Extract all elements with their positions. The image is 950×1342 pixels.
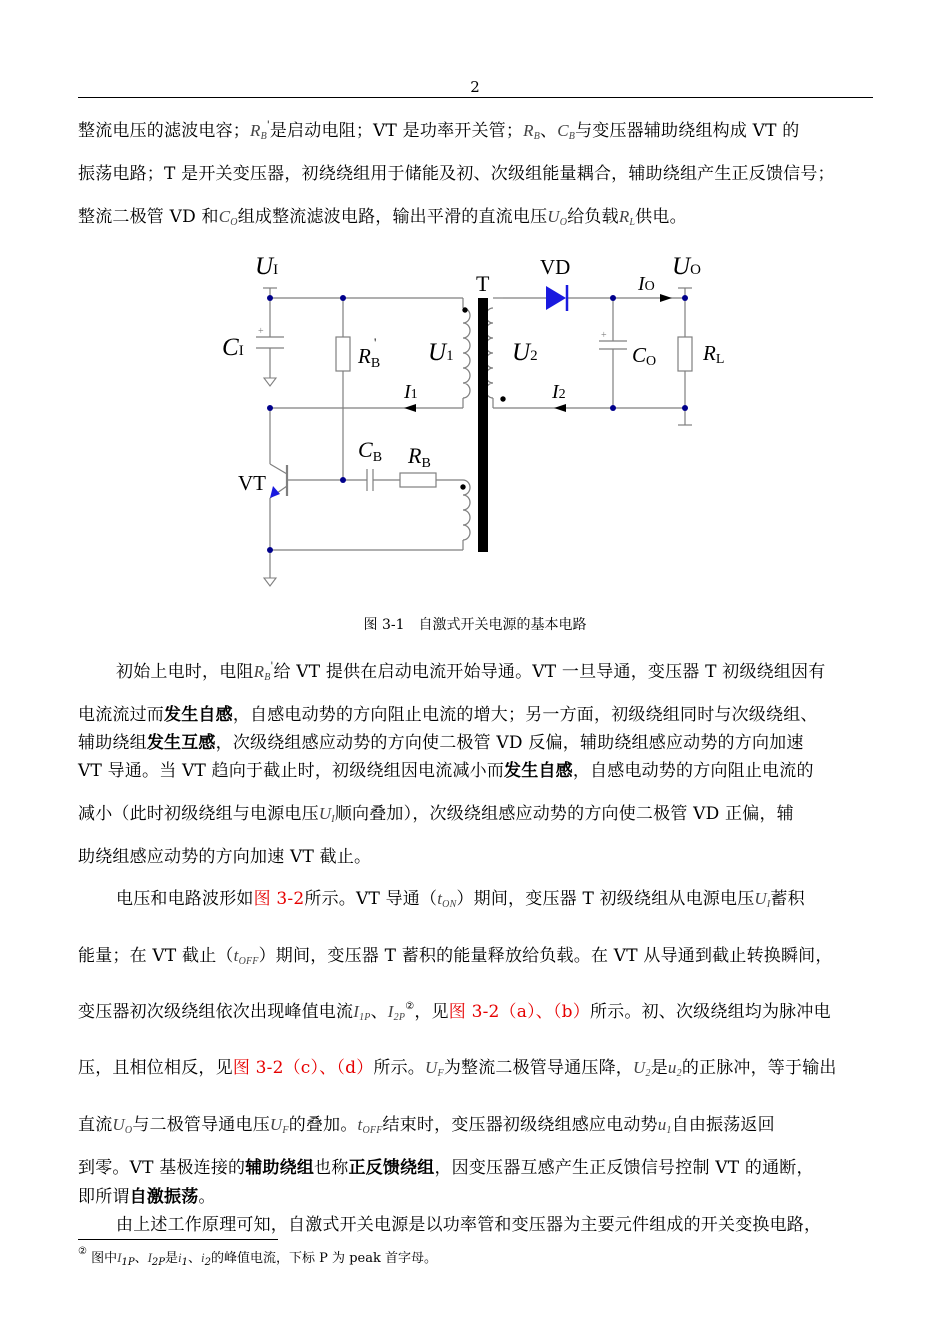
label-ui: UI: [255, 253, 279, 280]
p3-line-2: 能量；在 VT 截止$(t_{OFF})$期间，变压器 T 蓄积的能量释放给负载。在 VT 从导通到截止转换瞬间，: [78, 946, 833, 967]
link-fig-3-2ab[interactable]: 图 3-2（a）、（b）: [448, 1002, 590, 1022]
label-i1: I1: [404, 381, 418, 403]
transformer-core: [478, 298, 488, 552]
p3-line-5: 直流$U_O$与二极管导通电压$U_F$的叠加。$t_{OFF}$结束时，变压器初级绕组感应电动势$u_1$自由振荡返回: [78, 1115, 775, 1136]
p1-line-2: 振荡电路；T 是开关变压器，初绕绕组用于储能及初、次级组能量耦合，辅助绕组产生正反馈信号；: [78, 164, 835, 184]
p2-line-4: VT 导通。当 VT 趋向于截止时，初级绕组因电流减小而发生自感，自感电动势的方向阻止电流的: [78, 761, 814, 781]
label-i2: I2: [552, 381, 566, 403]
page-number: 2: [470, 78, 480, 96]
label-rl: RL: [703, 341, 725, 367]
wires: [270, 288, 685, 578]
label-u1: U1: [428, 339, 454, 366]
terminals: [263, 288, 692, 425]
p1-line-1: 整流电压的滤波电容；$R_B'$是启动电阻；VT 是功率开关管；$R_B$、$C_B$与变压器辅助绕组构成 VT 的: [78, 120, 800, 142]
label-vd: VD: [540, 255, 571, 279]
input-capacitor: [256, 337, 284, 348]
footnote: ② 图中$I_{1P}$、$I_{2P}$是$i_1$、$i_2$的峰值电流，下标 P 为 peak 首字母。: [78, 1246, 437, 1268]
p3-line-1: 电压和电路波形如图 3-2所示。VT 导通$(t_{ON})$期间，变压器 T 初级绕组从电源电压$U_I$蓄积: [116, 889, 805, 910]
p2-line-1: 初始上电时，电阻$R_B'$给 VT 提供在启动电流开始导通。VT 一旦导通，变压器 T 初级绕组因有: [116, 661, 826, 683]
p2-line-6: 助绕组感应动势的方向加速 VT 截止。: [78, 847, 372, 867]
label-rb-prime: RB: [358, 344, 381, 371]
output-capacitor: [599, 341, 627, 349]
label-u2: U2: [512, 339, 538, 366]
p3-line-7: 即所谓自激振荡。: [78, 1187, 216, 1207]
footnote-rule: [78, 1239, 278, 1240]
figure-caption: 图 3-1 自激式开关电源的基本电路: [363, 617, 587, 633]
label-rb: RB: [408, 443, 431, 471]
diode-vd: [546, 285, 567, 311]
label-vt: VT: [238, 471, 266, 495]
junction-nodes: [267, 295, 688, 553]
label-cb: CB: [358, 437, 383, 465]
p4-line-1: 由上述工作原理可知，自激式开关电源是以功率管和变压器为主要元件组成的开关变换电路，: [116, 1215, 822, 1235]
label-ci: CI: [222, 334, 244, 361]
p1-line-3: 整流二极管 VD 和$C_O$组成整流滤波电路，输出平滑的直流电压$U_O$给负载$R_L$供电。: [78, 207, 687, 228]
circuit-diagram: [0, 0, 950, 610]
co-plus: +: [601, 330, 607, 341]
p3-line-3: 变压器初次级绕组依次出现峰值电流$I_{1P}$、$I_{2P}^②$，见图 3-2（a）、（b）所示。初、次级绕组均为脉冲电: [78, 1001, 831, 1023]
link-fig-3-2[interactable]: 图 3-2: [253, 889, 305, 909]
label-co: CO: [632, 343, 657, 369]
link-fig-3-2cd[interactable]: 图 3-2（c）、（d）: [232, 1058, 374, 1078]
p2-line-3: 辅助绕组发生互感，次级绕组感应动势的方向使二极管 VD 反偏，辅助绕组感应动势的方向加速: [78, 733, 804, 753]
p2-line-2: 电流流过而发生自感，自感电动势的方向阻止电流的增大；另一方面，初级绕组同时与次级绕组、: [78, 705, 818, 725]
label-uo: UO: [672, 253, 701, 280]
p3-line-4: 压，且相位相反，见图 3-2（c）、（d）所示。$U_F$为整流二极管导通压降，$U_2$是$u_2$的正脉冲，等于输出: [78, 1058, 837, 1079]
ci-plus: +: [258, 326, 264, 337]
p2-line-5: 减小（此时初级绕组与电源电压$U_I$顺向叠加），次级绕组感应动势的方向使二极管 VD 正偏，辅: [78, 804, 794, 825]
p3-line-6: 到零。VT 基极连接的辅助绕组也称正反馈绕组，因变压器互感产生正反馈信号控制 VT 的通断，: [78, 1158, 814, 1178]
base-capacitor: [367, 469, 373, 491]
label-rb-prime-mark: ': [374, 335, 377, 350]
label-t: T: [476, 271, 490, 296]
label-io: IO: [638, 273, 655, 295]
